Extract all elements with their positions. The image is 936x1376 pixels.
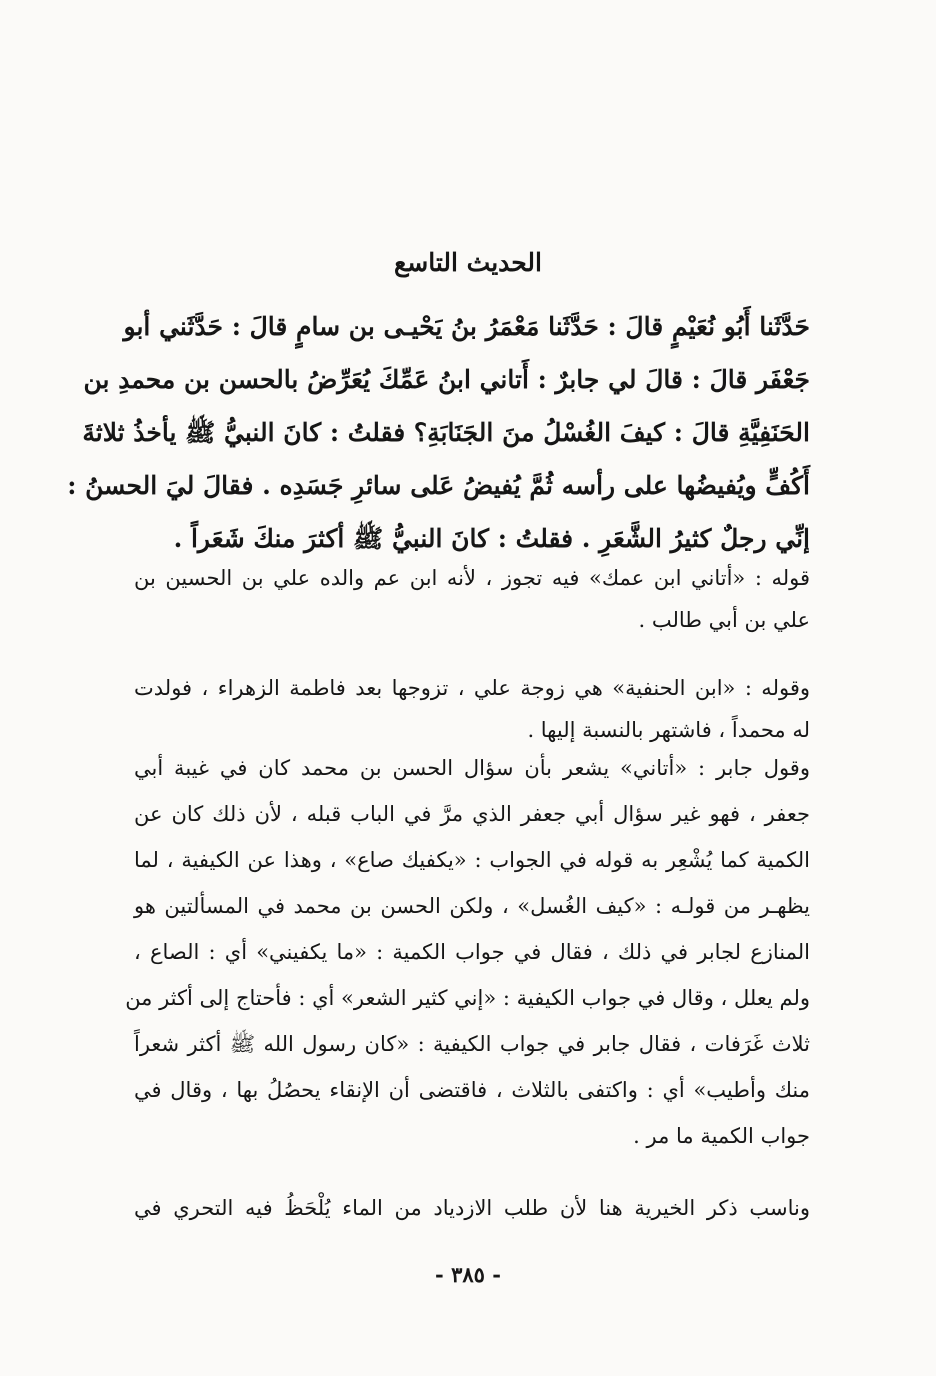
- commentary-line: قوله : «أتاني ابن عمك» فيه تجوز ، لأنه ابن عم والده علي بن الحسين بن: [134, 566, 810, 590]
- hadith-title: الحديث التاسع: [393, 248, 542, 277]
- commentary-line: جواب الكمية ما مر .: [633, 1124, 810, 1148]
- hadith-line: إنِّي رجلٌ كثيرُ الشَّعَرِ . فقلتُ : كانَ النبيُّ ﷺ أكثرَ منكَ شَعَراً .: [173, 524, 810, 553]
- commentary-paragraph: [134, 667, 810, 751]
- hadith-line: حَدَّثَنا أَبُو نُعَيْمٍ قالَ : حَدَّثَنا مَعْمَرُ بنُ يَحْيـى بن سامٍ قالَ : حَدَّثَني أبو: [123, 312, 810, 341]
- commentary-paragraph: [134, 1186, 810, 1230]
- commentary-paragraph: [125, 745, 810, 1159]
- commentary-line: ثلاث غَرَفات ، فقال جابر في جواب الكيفية : «كان رسول الله ﷺ أكثر شعراً: [134, 1032, 810, 1056]
- commentary-line: جعفر ، فهو غير سؤال أبي جعفر الذي مرَّ في الباب قبله ، لأن ذلك كان عن: [134, 802, 810, 826]
- page-number: - ٣٨٥ -: [435, 1262, 501, 1287]
- hadith-line: أَكُفٍّ ويُفيضُها على رأسه ثُمَّ يُفيضُ عَلى سائرِ جَسَدِه . فقالَ ليَ الحسنُ :: [67, 471, 810, 500]
- commentary-line: المنازع لجابر في ذلك ، فقال في جواب الكمية : «ما يكفيني» أي : الصاع ،: [134, 940, 810, 964]
- commentary-line: وقوله : «ابن الحنفية» هي زوجة علي ، تزوجها بعد فاطمة الزهراء ، فولدت: [134, 676, 810, 700]
- commentary-paragraph: [134, 557, 810, 641]
- commentary-line: ولم يعلل ، وقال في جواب الكيفية : «إني كثير الشعر» أي : فأحتاج إلى أكثر من: [125, 986, 810, 1010]
- hadith-text: [67, 300, 810, 565]
- hadith-line: جَعْفَر قالَ : قالَ لي جابرٌ : أَتاني ابنُ عَمِّكَ يُعَرِّضُ بالحسن بن محمدِ بن: [83, 365, 810, 394]
- hadith-line: الحَنَفِيَّةِ قالَ : كيفَ الغُسْلُ منَ الجَنَابَةِ؟ فقلتُ : كانَ النبيُّ ﷺ يأخذُ ثلاثةَ: [82, 418, 810, 447]
- commentary-line: له محمداً ، فاشتهر بالنسبة إليها .: [527, 718, 810, 742]
- commentary-line: الكمية كما يُشْعِر به قوله في الجواب : «يكفيك صاع» ، وهذا عن الكيفية ، لما: [134, 848, 810, 872]
- commentary-line: وقول جابر : «أتاني» يشعر بأن سؤال الحسن بن محمد كان في غيبة أبي: [134, 756, 810, 780]
- commentary-line: يظهـر من قولـه : «كيف الغُسل» ، ولكن الحسن بن محمد في المسألتين هو: [134, 894, 810, 918]
- commentary-line: منك وأطيب» أي : واكتفى بالثلاث ، فاقتضى أن الإنقاء يحصُلُ بها ، وقال في: [134, 1078, 810, 1102]
- commentary-line: وناسب ذكر الخيرية هنا لأن طلب الازدياد من الماء يُلْحَظُ فيه التحري في: [134, 1196, 810, 1220]
- commentary-line: علي بن أبي طالب .: [638, 608, 810, 632]
